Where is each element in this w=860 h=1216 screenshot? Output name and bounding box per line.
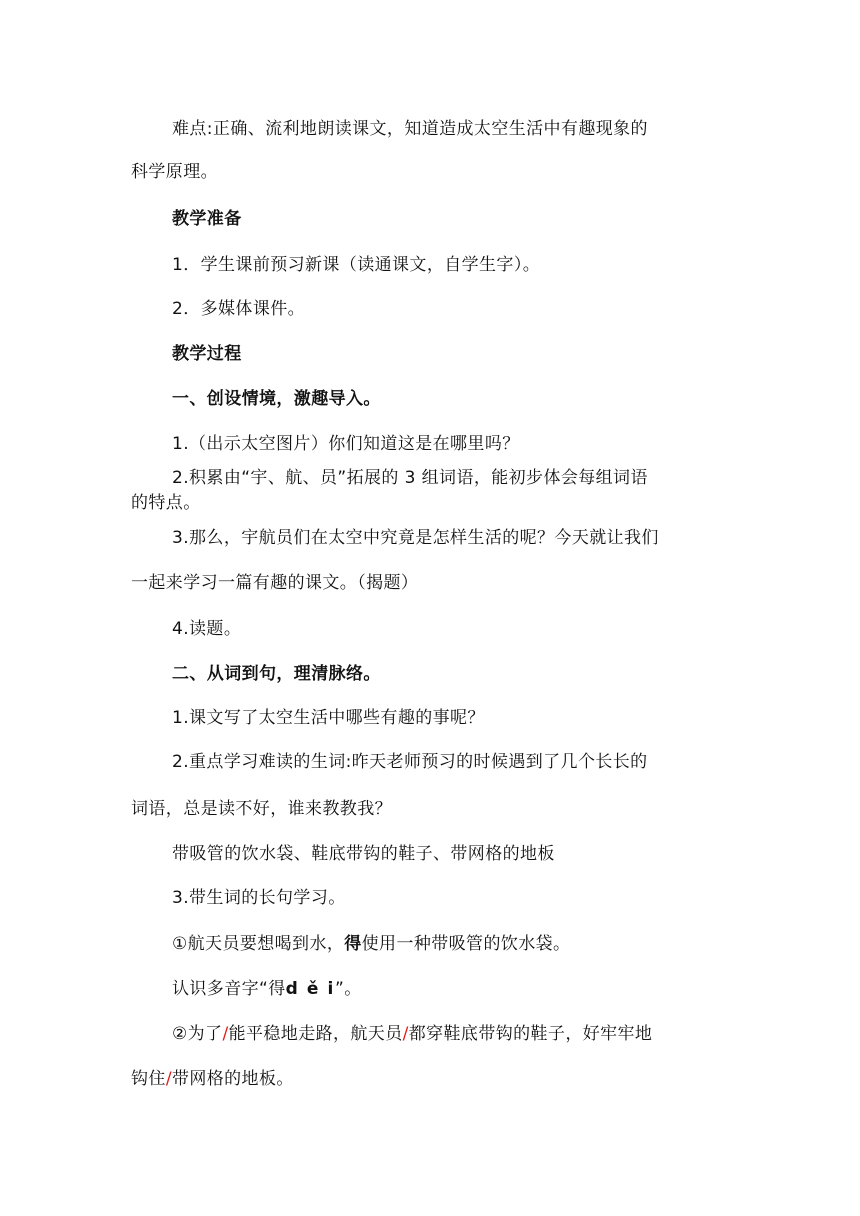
prep-item-1: 1．学生课前预习新课（读通课文，自学生字）。 bbox=[172, 255, 541, 275]
pause-slash-2: / bbox=[402, 1024, 409, 1044]
sentence-2-part-c: 都穿鞋底带钩的鞋子，好牢牢地 bbox=[408, 1024, 653, 1044]
s2-item-2-line-2: 词语，总是读不好，谁来教教我？ bbox=[131, 799, 392, 819]
section-1-heading: 一、创设情境，激趣导入。 bbox=[172, 389, 381, 409]
sentence-1-end: 使用一种带吸管的饮水袋。 bbox=[361, 934, 571, 954]
sentence-1-emphasis: 得 bbox=[344, 934, 362, 954]
s2-item-2-line-1: 2.重点学习难读的生词:昨天老师预习的时候遇到了几个长长的 bbox=[172, 752, 648, 772]
s2-item-3: 3.带生词的长句学习。 bbox=[172, 888, 346, 908]
sentence-1 bbox=[172, 932, 570, 956]
pause-slash-3: / bbox=[165, 1069, 172, 1089]
s2-item-1: 1.课文写了太空生活中哪些有趣的事呢？ bbox=[172, 708, 485, 728]
s1-item-4: 4.读题。 bbox=[172, 619, 242, 639]
sentence-2-part-b: 能平稳地走路，航天员 bbox=[228, 1024, 403, 1044]
difficulty-line-2: 科学原理。 bbox=[131, 162, 218, 182]
polyphone-suffix: ”。 bbox=[334, 979, 362, 999]
polyphone-prefix: 认识多音字“得 bbox=[172, 979, 286, 999]
prep-heading: 教学准备 bbox=[172, 209, 242, 229]
s1-item-3-line-2: 一起来学习一篇有趣的课文。（揭题） bbox=[131, 573, 419, 593]
pause-slash-1: / bbox=[222, 1024, 229, 1044]
section-2-heading: 二、从词到句，理清脉络。 bbox=[172, 664, 381, 684]
s2-vocabulary-words: 带吸管的饮水袋、鞋底带钩的鞋子、带网格的地板 bbox=[172, 844, 555, 864]
polyphone-pinyin: d ě i bbox=[285, 979, 335, 999]
process-heading: 教学过程 bbox=[172, 344, 242, 364]
s1-item-3-line-1: 3.那么，宇航员们在太空中究竟是怎样生活的呢？今天就让我们 bbox=[172, 528, 659, 548]
prep-item-2: 2．多媒体课件。 bbox=[172, 299, 306, 319]
sentence-2-part-e: 带网格的地板。 bbox=[171, 1069, 294, 1089]
sentence-2-part-d: 钩住 bbox=[131, 1069, 166, 1089]
sentence-1-start: ①航天员要想喝到水， bbox=[172, 934, 345, 954]
s1-item-1: 1.（出示太空图片）你们知道这是在哪里吗？ bbox=[172, 434, 520, 454]
sentence-2-part-a: ②为了 bbox=[172, 1024, 223, 1044]
s1-item-2-line-1: 2.积累由“宇、航、员”拓展的 3 组词语，能初步体会每组词语 bbox=[172, 468, 648, 488]
difficulty-line-1: 难点:正确、流利地朗读课文，知道造成太空生活中有趣现象的 bbox=[172, 119, 648, 139]
polyphone-line bbox=[172, 977, 362, 1001]
sentence-2-line-1 bbox=[172, 1022, 652, 1046]
sentence-2-line-2 bbox=[131, 1067, 294, 1091]
s1-item-2-line-2: 的特点。 bbox=[131, 493, 201, 513]
